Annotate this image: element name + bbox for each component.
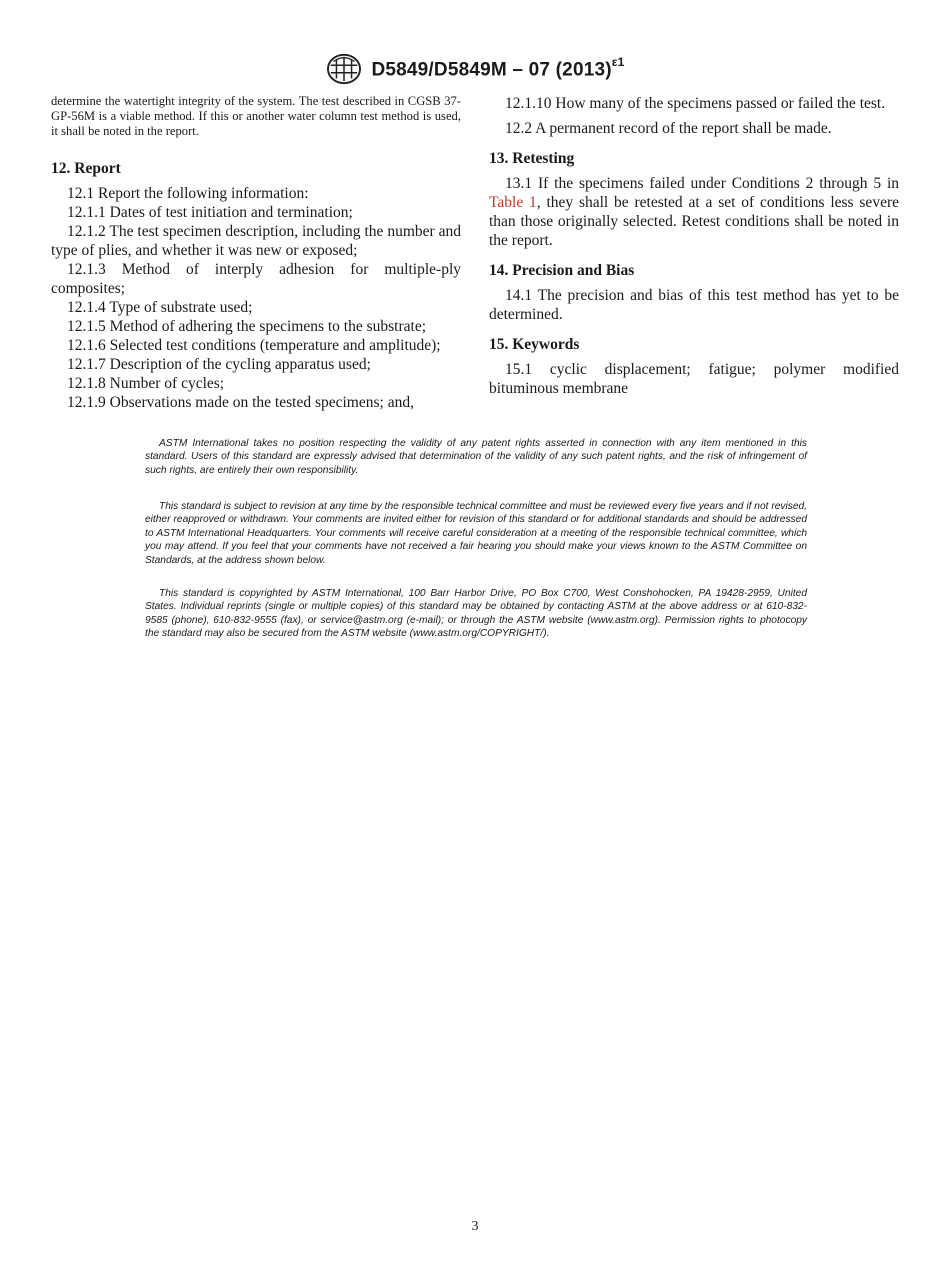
revision-notice: This standard is subject to revision at any time by the responsible technical committee and must be reviewed every five years and if not revised, either reapproved or withdrawn. Your comments are invited either for revision of this standard or for additional standards and should be addressed to ASTM International Headquarters. Your comments will receive careful consideration at a meeting of the responsible technical committee, which you may attend. If you feel that your comments have not received a fair hearing you should make your views known to the ASTM Committee on Standards, at the address shown below. (145, 501, 807, 566)
section-12-heading: 12. Report (51, 159, 121, 177)
item-12-1-7: 12.1.7 Description of the cycling apparatus used; (67, 355, 371, 373)
item-12-1-8: 12.1.8 Number of cycles; (67, 374, 225, 392)
copyright-notice: This standard is copyrighted by ASTM International, 100 Barr Harbor Drive, PO Box C700, West Conshohocken, PA 19428-2959, United States. Individual reprints (single or multiple copies) of this standard may be obtained by contacting ASTM at the above address or at 610-832-9585 (phone), 610-832-9555 (fax), or service@astm.org (e-mail); or through the ASTM website (www.astm.org). Permission rights to photocopy the standard may also be secured from the ASTM website (www.astm.org/COPYRIGHT/). (145, 588, 807, 640)
item-12-1-2: 12.1.2 The test specimen description, including the number and type of plies, and whether it was new or exposed; (51, 222, 461, 259)
item-12-1-5: 12.1.5 Method of adhering the specimens to the substrate; (67, 317, 427, 335)
item-12-1-3: 12.1.3 Method of interply adhesion for multiple-ply composites; (51, 260, 461, 297)
item-14-1: 14.1 The precision and bias of this test method has yet to be determined. (489, 287, 899, 323)
continued-paragraph: determine the watertight integrity of the system. The test described in CGSB 37-GP-56M is a viable method. If this or another water column test method is used, it shall be noted in the report. (51, 94, 461, 139)
item-12-1: 12.1 Report the following information: (67, 184, 309, 202)
item-15-1: 15.1 cyclic displacement; fatigue; polymer modified bituminous membrane (489, 361, 899, 397)
item-12-1-9: 12.1.9 Observations made on the tested specimens; and, (67, 393, 414, 411)
section-13-heading: 13. Retesting (489, 150, 575, 167)
document-designation: D5849/D5849M – 07 $(2013)^{\varepsilon 1}$ (371, 54, 625, 81)
item-12-2: 12.2 A permanent record of the report shall be made. (505, 120, 832, 137)
table-1-link[interactable]: Table 1 (489, 194, 537, 211)
section-15-heading: 15. Keywords (489, 336, 580, 353)
item-12-1-6: 12.1.6 Selected test conditions (temperature and amplitude); (67, 336, 441, 354)
epsilon-superscript: ε1 (611, 54, 625, 69)
right-column (489, 94, 899, 398)
patent-notice: ASTM International takes no position respecting the validity of any patent rights asserted in connection with any item mentioned in this standard. Users of this standard are expressly advised that determination of the validity of any such patent rights, and the risk of infringement of such rights, are entirely their own responsibility. (145, 438, 807, 476)
page-header (0, 52, 950, 86)
item-12-1-4: 12.1.4 Type of substrate used; (67, 298, 253, 316)
page-number: 3 (471, 1219, 479, 1234)
left-column (51, 94, 461, 412)
item-12-1-10: 12.1.10 How many of the specimens passed or failed the test. (505, 95, 886, 112)
section-14-heading: 14. Precision and Bias (489, 262, 635, 279)
item-12-1-1: 12.1.1 Dates of test initiation and termination; (67, 203, 353, 221)
astm-logo-icon (325, 52, 363, 86)
item-13-1: 13.1 If the specimens failed under Conditions 2 through 5 in Table 1, they shall be retested at a set of conditions less severe than those originally selected. Retest conditions shall be noted in the report. (489, 175, 899, 249)
